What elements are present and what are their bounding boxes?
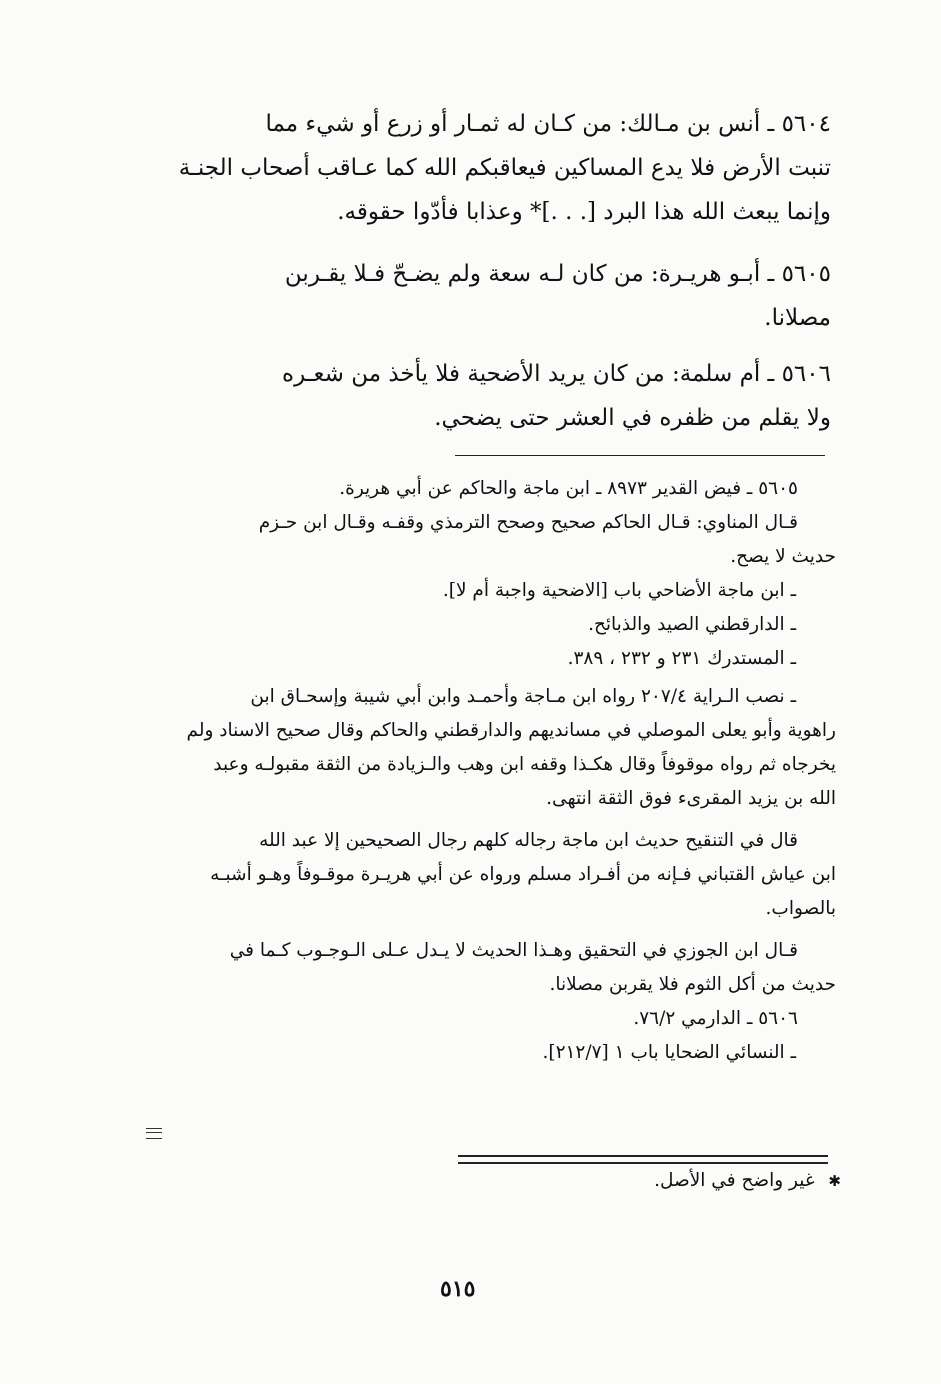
note-line: قـال المناوي: قـال الحاكم صحيح وصحح الترمذي وقفـه وقـال ابن حـزم <box>258 512 798 533</box>
hadith-line: تنبت الأرض فلا يدع المساكين فيعاقبكم الله كما عـاقب أصحاب الجنـة <box>178 155 831 181</box>
note-line: ـ ابن ماجة الأضاحي باب [الاضحية واجبة أم لا]. <box>442 580 796 601</box>
note-line: ـ الدارقطني الصيد والذبائح. <box>588 614 796 635</box>
note-line: ـ نصب الـراية ٢٠٧/٤ رواه ابن مـاجة وأحمـد وابن أبي شيبة وإسحـاق ابن <box>250 686 796 707</box>
margin-mark <box>146 1128 162 1139</box>
notes-divider <box>455 455 825 456</box>
asterisk-icon: ✱ <box>828 1172 841 1190</box>
note-line: الله بن يزيد المقرىء فوق الثقة انتهى. <box>546 788 836 809</box>
footnote-text: غير واضح في الأصل. <box>654 1170 815 1191</box>
page-number: ٥١٥ <box>440 1276 476 1302</box>
notes-section <box>161 472 836 1070</box>
note-line: ٥٦٠٦ ـ الدارمي ٧٦/٢. <box>633 1008 798 1029</box>
note-line: قـال ابن الجوزي في التحقيق وهـذا الحديث لا يـدل عـلى الـوجـوب كـما في <box>229 940 798 961</box>
hadith-line: ولا يقلم من ظفره في العشر حتى يضحي. <box>434 405 831 431</box>
hadith-5605 <box>141 252 831 340</box>
note-line: قال في التنقيح حديث ابن ماجة رجاله كلهم رجال الصحيحين إلا عبد الله <box>259 830 798 851</box>
note-line: يخرجاه ثم رواه موقوفاً وقال هكـذا وقفه ابن وهب والـزيادة من الثقة مقبولـه وعبد <box>213 754 836 775</box>
hadith-line: مصلانا. <box>764 305 831 331</box>
note-line: ابن عياش القتباني فـإنه من أفـراد مسلم ورواه عن أبي هريـرة موقـوفاً وهـو أشبـه <box>210 864 836 885</box>
note-line: بالصواب. <box>765 898 836 919</box>
note-line: ـ المستدرك ٢٣١ و ٢٣٢ ، ٣٨٩. <box>567 648 796 669</box>
hadith-line: ٥٦٠٦ ـ أم سلمة: من كان يريد الأضحية فلا يأخذ من شعـره <box>282 361 831 387</box>
hadith-line: ٥٦٠٤ ـ أنس بن مـالك: من كـان له ثمـار أو زرع أو شيء مما <box>265 111 831 137</box>
footnote-divider <box>458 1155 828 1164</box>
hadith-5604 <box>141 102 831 234</box>
note-line: ـ النسائي الضحايا باب ١ [٢١٢/٧]. <box>542 1042 796 1063</box>
hadith-line: ٥٦٠٥ ـ أبـو هريـرة: من كان لـه سعة ولم يضـحّ فـلا يقـربن <box>284 261 831 287</box>
hadith-line: وإنما يبعث الله هذا البرد [. . .]* وعذابا فأدّوا حقوقه. <box>337 199 831 225</box>
note-line: حديث لا يصح. <box>730 546 836 567</box>
note-line: حديث من أكل الثوم فلا يقربن مصلانا. <box>549 974 836 995</box>
note-line: ٥٦٠٥ ـ فيض القدير ٨٩٧٣ ـ ابن ماجة والحاكم عن أبي هريرة. <box>339 478 798 499</box>
footnote <box>654 1165 841 1197</box>
hadith-5606 <box>141 352 831 440</box>
note-line: راهوية وأبو يعلى الموصلي في مسانديهم والدارقطني والحاكم وقال صحيح الاسناد ولم <box>186 720 836 741</box>
